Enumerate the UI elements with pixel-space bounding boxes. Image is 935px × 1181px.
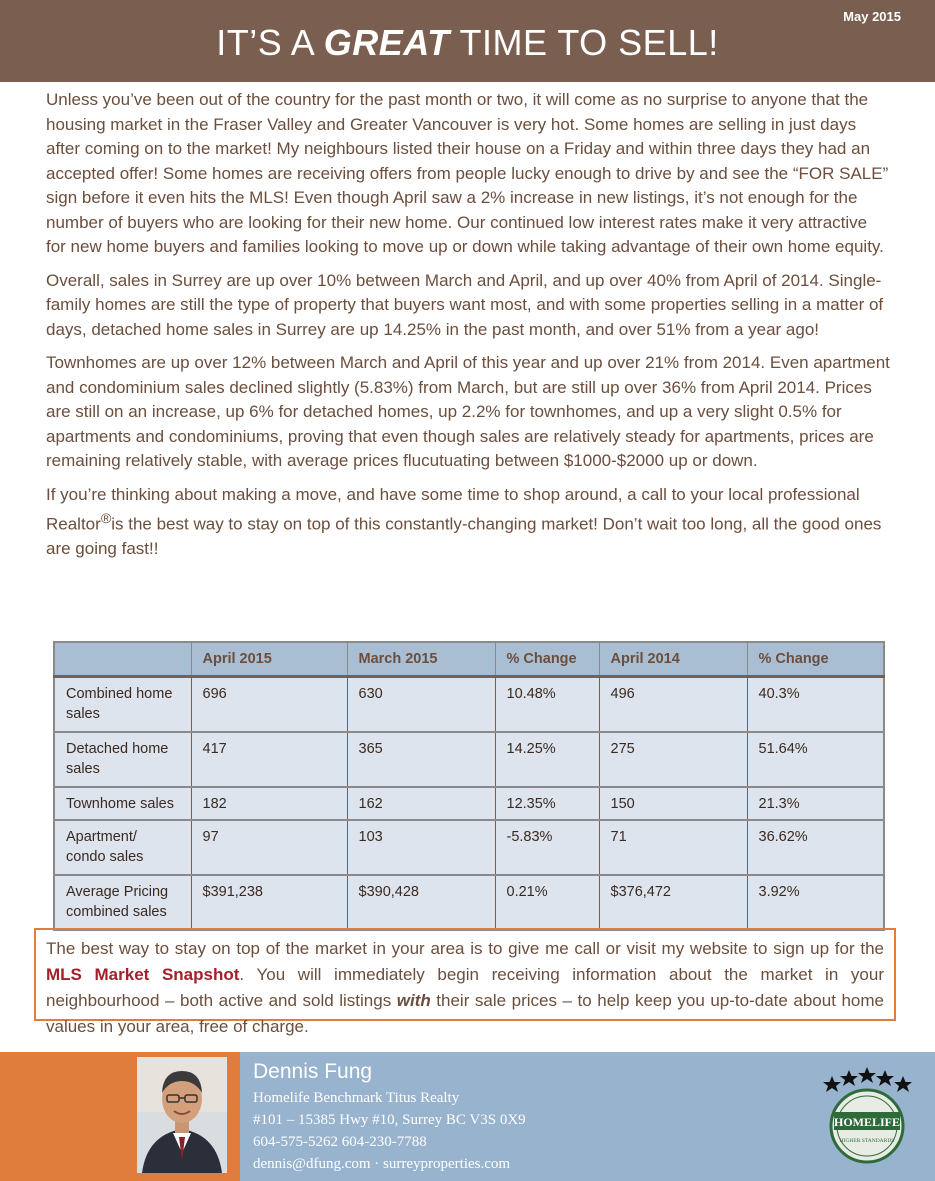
issue-date: May 2015 xyxy=(843,9,901,24)
table-cell: Average Pricing combined sales xyxy=(54,875,191,930)
table-header: April 2015 xyxy=(191,642,347,677)
table-cell: 103 xyxy=(347,820,495,875)
table-cell: Apartment/ condo sales xyxy=(54,820,191,875)
agent-portrait-icon xyxy=(137,1057,227,1173)
table-cell: $391,238 xyxy=(191,875,347,930)
table-cell: 275 xyxy=(599,732,747,787)
logo-subtext: HIGHER STANDARDS xyxy=(839,1138,895,1144)
table-cell: Townhome sales xyxy=(54,787,191,820)
agent-photo xyxy=(137,1057,227,1173)
table-cell: 496 xyxy=(599,677,747,733)
homelife-logo xyxy=(820,1066,915,1168)
table-cell: 696 xyxy=(191,677,347,733)
table-row xyxy=(54,677,884,733)
table-cell: 36.62% xyxy=(747,820,884,875)
table-row xyxy=(54,820,884,875)
agent-address: #101 – 15385 Hwy #10, Surrey BC V3S 0X9 xyxy=(253,1112,526,1128)
sales-stats-table xyxy=(53,641,885,931)
table-header: March 2015 xyxy=(347,642,495,677)
agent-phones[interactable]: 604-575-5262 604-230-7788 xyxy=(253,1134,427,1150)
logo-text: HOMELIFE xyxy=(833,1115,901,1129)
table-cell: $376,472 xyxy=(599,875,747,930)
table-header: % Change xyxy=(747,642,884,677)
paragraph-3: Townhomes are up over 12% between March and April of this year and up over 21% from 2014. Even apartment and condominium sales declined slightly (5.83%) from March, but are still up over 36% from April 2014. Prices are still on an increase, up 6% for detached homes, up 2.2% for townhomes, and up a very slight 0.5% for apartments and condominiums, proving that even though sales are relatively steady for apartments, prices are remaining relatively stable, with average prices flucutuating between $1000-$2000 up or down. xyxy=(46,353,890,470)
table-cell: 365 xyxy=(347,732,495,787)
paragraph-4-a: If you’re thinking about making a move, and have some time to shop around, a call to your local professional Realtor xyxy=(46,484,860,534)
table-cell: -5.83% xyxy=(495,820,599,875)
table-cell: 51.64% xyxy=(747,732,884,787)
cta-text-b: . You will immediately begin receiving information about the market in your neighbourhood – both active and sold listings xyxy=(46,965,884,1010)
mls-snapshot-highlight: MLS Market Snapshot xyxy=(46,965,240,984)
table-cell: 0.21% xyxy=(495,875,599,930)
cta-text-c: their sale prices – to help keep you up-to-date about home values in your area, free of charge. xyxy=(46,991,884,1036)
table-cell: 21.3% xyxy=(747,787,884,820)
table-row xyxy=(54,732,884,787)
article-body xyxy=(46,88,891,571)
agent-web-email[interactable]: dennis@dfung.com · surreyproperties.com xyxy=(253,1156,511,1172)
table-cell: Combined home sales xyxy=(54,677,191,733)
title-emphasis: GREAT xyxy=(323,22,450,63)
table-header: % Change xyxy=(495,642,599,677)
paragraph-1: Unless you’ve been out of the country for the past month or two, it will come as no surprise to anyone that the housing market in the Fraser Valley and Greater Vancouver is very hot. Some homes are selling in just days after coming on to the market! My neighbours listed their house on a Friday and within three days they had an accepted offer! Some homes are receiving offers from people lucky enough to drive by and see the “FOR SALE” sign before it even hits the MLS! Even though April saw a 2% increase in new listings, it’s not enough for the number of buyers who are looking for their new home. Our continued low interest rates make it very attractive for new home buyers and families looking to move up or down while taking advantage of their own home equity. xyxy=(46,90,889,256)
table-cell: 40.3% xyxy=(747,677,884,733)
table-row xyxy=(54,787,884,820)
registered-mark: ® xyxy=(100,511,112,527)
table-cell: 14.25% xyxy=(495,732,599,787)
table-cell: 12.35% xyxy=(495,787,599,820)
table-cell: 182 xyxy=(191,787,347,820)
table-cell: $390,428 xyxy=(347,875,495,930)
cta-emphasis: with xyxy=(396,991,431,1010)
table-header: April 2014 xyxy=(599,642,747,677)
table-cell: 10.48% xyxy=(495,677,599,733)
table-cell: 150 xyxy=(599,787,747,820)
table-header-row xyxy=(54,642,884,677)
cta-text-a: The best way to stay on top of the market in your area is to give me call or visit my website to sign up for the xyxy=(46,939,884,958)
table-cell: 630 xyxy=(347,677,495,733)
paragraph-2: Overall, sales in Surrey are up over 10% between March and April, and up over 40% from April of 2014. Single-family homes are still the type of property that buyers want most, and with some properties selling in a matter of days, detached home sales in Surrey are up 14.25% in the past month, and over 51% from a year ago! xyxy=(46,270,884,339)
table-row xyxy=(54,875,884,930)
table-cell: 417 xyxy=(191,732,347,787)
table-cell: 97 xyxy=(191,820,347,875)
table-header xyxy=(54,642,191,677)
paragraph-4 xyxy=(46,483,891,562)
cta-box xyxy=(34,928,896,1036)
header-banner xyxy=(0,0,935,82)
agent-name: Dennis Fung xyxy=(253,1060,373,1083)
agent-company: Homelife Benchmark Titus Realty xyxy=(253,1090,460,1106)
table-cell: 162 xyxy=(347,787,495,820)
table-cell: Detached home sales xyxy=(54,732,191,787)
table-cell: 3.92% xyxy=(747,875,884,930)
title-post: TIME TO SELL! xyxy=(449,22,719,63)
homelife-logo-icon xyxy=(820,1066,915,1168)
page-title xyxy=(0,22,935,64)
title-pre: IT’S A xyxy=(216,22,324,63)
table-cell: 71 xyxy=(599,820,747,875)
paragraph-4-b: is the best way to stay on top of this constantly-changing market! Don’t wait too long, all the good ones are going fast!! xyxy=(46,514,882,559)
